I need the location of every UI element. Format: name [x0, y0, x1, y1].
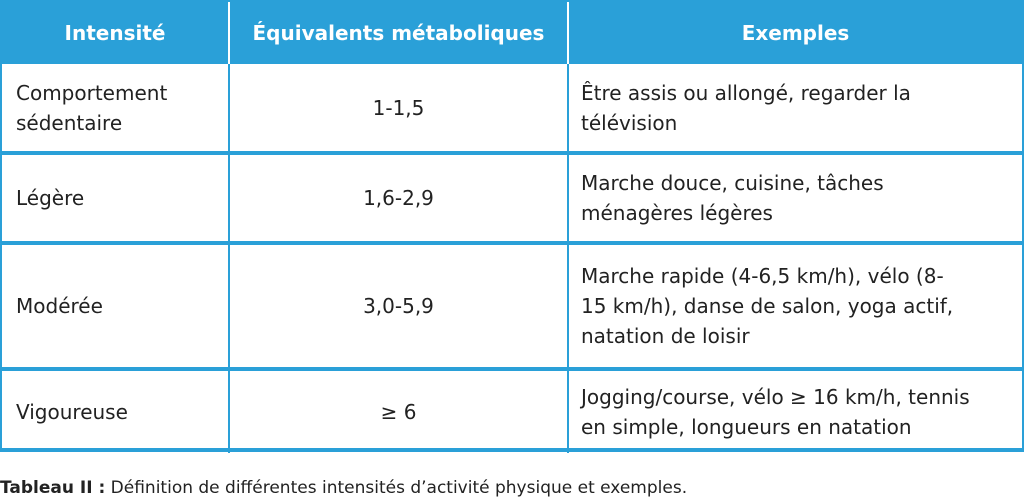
example-line: ménagères légères — [581, 201, 773, 225]
cell-intensity: Vigoureuse — [2, 369, 229, 453]
cell-examples — [568, 64, 1022, 153]
table-row — [2, 64, 1022, 153]
cell-examples — [568, 243, 1022, 369]
table-row — [2, 153, 1022, 243]
example-line: Marche douce, cuisine, tâches — [581, 171, 884, 195]
example-line: Marche rapide (4-6,5 km/h), vélo (8- — [581, 264, 944, 288]
header-metabolic-equivalents: Équivalents métaboliques — [229, 2, 568, 64]
cell-intensity — [2, 64, 229, 153]
example-line: télévision — [581, 110, 678, 135]
header-examples: Exemples — [568, 2, 1022, 64]
intensity-label-line: Comportement — [16, 80, 168, 105]
example-line: Être assis ou allongé, regarder la — [581, 80, 911, 105]
cell-met: 1,6-2,9 — [229, 153, 568, 243]
table-body — [2, 64, 1022, 453]
intensity-label-line: sédentaire — [16, 110, 123, 135]
example-line: natation de loisir — [581, 324, 750, 348]
table-row — [2, 369, 1022, 453]
table-header — [2, 2, 1022, 64]
intensity-table — [2, 2, 1022, 453]
cell-intensity: Modérée — [2, 243, 229, 369]
example-line: Jogging/course, vélo ≥ 16 km/h, tennis — [581, 385, 970, 409]
caption-text: Définition de différentes intensités d’activité physique et exemples. — [105, 478, 688, 498]
cell-met: 3,0-5,9 — [229, 243, 568, 369]
cell-met: ≥ 6 — [229, 369, 568, 453]
example-line: en simple, longueurs en natation — [581, 415, 912, 439]
header-row — [2, 2, 1022, 64]
caption-label: Tableau II : — [0, 478, 106, 498]
header-intensity: Intensité — [2, 2, 229, 64]
example-line: 15 km/h), danse de salon, yoga actif, — [581, 294, 954, 318]
cell-met: 1-1,5 — [229, 64, 568, 153]
cell-examples — [568, 153, 1022, 243]
cell-intensity: Légère — [2, 153, 229, 243]
table-caption — [0, 478, 687, 498]
table-row — [2, 243, 1022, 369]
cell-examples — [568, 369, 1022, 453]
